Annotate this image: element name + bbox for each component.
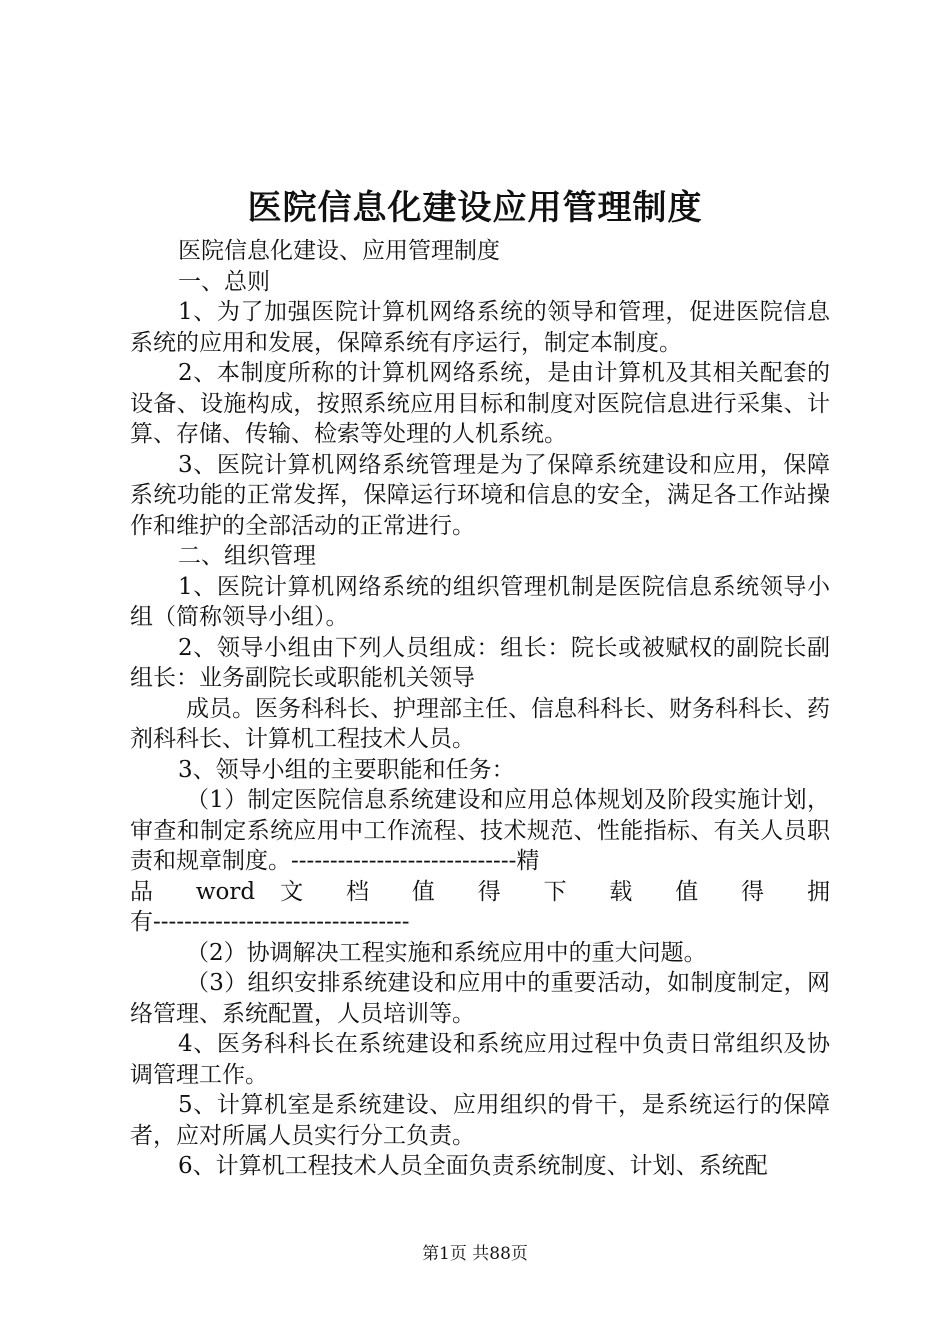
- watermark-line: 品 word 文 档 值 得 下 载 值 得 拥: [130, 878, 830, 905]
- paragraph: 3、领导小组的主要职能和任务：: [178, 756, 515, 783]
- paragraph: 2、本制度所称的计算机网络系统，是由计算机及其相关配套的设备、设施构成，按照系统应用目标和制度对医院信息进行采集、计算、存储、传输、检索等处理的人机系统。: [130, 360, 830, 447]
- paragraph: （3）组织安排系统建设和应用中的重要活动，如制度制定，网络管理、系统配置，人员培训等。: [130, 970, 830, 1027]
- section-heading: 一、总则: [178, 268, 270, 295]
- watermark-line: 有---------------------------------: [130, 909, 410, 935]
- paragraph: 5、计算机室是系统建设、应用组织的骨干，是系统运行的保障者，应对所属人员实行分工负责。: [130, 1092, 830, 1149]
- section-heading: 二、组织管理: [178, 543, 316, 569]
- paragraph: 6、计算机工程技术人员全面负责系统制度、计划、系统配: [178, 1153, 768, 1179]
- paragraph-subtitle: 医院信息化建设、应用管理制度: [178, 238, 500, 264]
- paragraph: 1、医院计算机网络系统的组织管理机制是医院信息系统领导小组（简称领导小组）。: [130, 573, 830, 630]
- paragraph: 3、医院计算机网络系统管理是为了保障系统建设和应用，保障系统功能的正常发挥，保障运行环境和信息的安全，满足各工作站操作和维护的全部活动的正常进行。: [130, 451, 830, 539]
- document-title: 医院信息化建设应用管理制度: [247, 188, 703, 228]
- paragraph: 2、领导小组由下列人员组成：组长：院长或被赋权的副院长副组长：业务副院长或职能机关领导: [130, 634, 830, 691]
- paragraph: （2）协调解决工程实施和系统应用中的重大问题。: [186, 939, 707, 966]
- paragraph: （1）制定医院信息系统建设和应用总体规划及阶段实施计划，审查和制定系统应用中工作流程、技术规范、性能指标、有关人员职责和规章制度。-----------------------------精: [130, 787, 830, 874]
- page-footer: 第1页 共88页: [422, 1244, 528, 1264]
- document-body: [130, 236, 830, 1182]
- paragraph: 1、为了加强医院计算机网络系统的领导和管理，促进医院信息系统的应用和发展，保障系统有序运行，制定本制度。: [130, 299, 830, 356]
- paragraph: 4、医务科科长在系统建设和系统应用过程中负责日常组织及协调管理工作。: [130, 1031, 830, 1088]
- paragraph: 成员。医务科科长、护理部主任、信息科科长、财务科科长、药剂科科长、计算机工程技术人员。: [130, 695, 830, 752]
